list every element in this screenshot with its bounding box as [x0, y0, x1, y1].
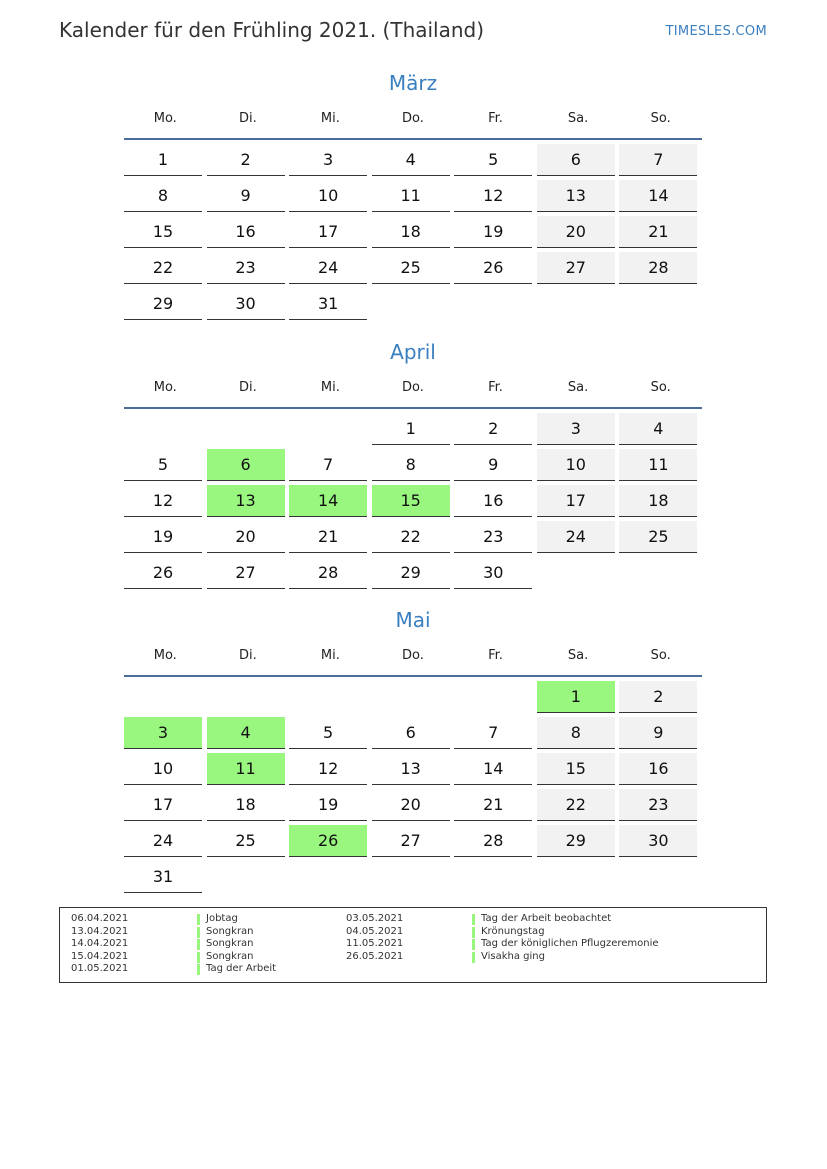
day-cell[interactable]: 5 [454, 144, 532, 176]
day-cell[interactable]: 30 [207, 288, 285, 320]
day-cell[interactable]: 16 [207, 216, 285, 248]
day-cell[interactable]: 10 [537, 449, 615, 481]
day-cell[interactable]: 18 [619, 485, 697, 517]
legend-date: 04.05.2021 [346, 925, 404, 937]
month-calendar [124, 605, 702, 897]
empty-cell [207, 861, 285, 892]
day-cell[interactable]: 8 [124, 180, 202, 212]
legend-date: 06.04.2021 [71, 913, 129, 924]
day-cell[interactable]: 24 [289, 252, 367, 284]
day-cell[interactable]: 31 [124, 861, 202, 893]
weekday-label: Do. [402, 110, 424, 126]
day-cell[interactable]: 4 [372, 144, 450, 176]
week-row [124, 180, 702, 216]
week-row [124, 413, 702, 449]
day-cell[interactable]: 12 [124, 485, 202, 517]
weekday-label: Mi. [320, 379, 340, 395]
holiday-legend [59, 907, 767, 983]
day-cell[interactable]: 31 [289, 288, 367, 320]
day-cell[interactable]: 29 [124, 288, 202, 320]
day-cell[interactable]: 15 [124, 216, 202, 248]
legend-holiday-name: Tag der königlichen Pflugzeremonie [481, 938, 659, 950]
empty-cell [207, 413, 285, 444]
weekday-label: Di. [238, 110, 257, 126]
legend-date: 03.05.2021 [346, 913, 404, 924]
empty-cell [289, 681, 367, 712]
legend-holiday-name: Tag der Arbeit [206, 963, 277, 975]
holiday-color-marker [197, 964, 200, 975]
day-cell[interactable]: 19 [124, 521, 202, 553]
empty-cell [289, 861, 367, 892]
day-cell[interactable]: 3 [289, 144, 367, 176]
week-row [124, 521, 702, 557]
day-cell[interactable]: 22 [372, 521, 450, 553]
day-cell[interactable]: 17 [289, 216, 367, 248]
week-row [124, 557, 702, 593]
day-cell[interactable]: 25 [372, 252, 450, 284]
weekday-header [124, 367, 702, 409]
weekday-label: So. [650, 110, 671, 126]
day-cell[interactable]: 20 [372, 789, 450, 821]
legend-date: 15.04.2021 [71, 950, 129, 962]
day-cell[interactable]: 21 [619, 216, 697, 248]
day-cell[interactable]: 23 [207, 252, 285, 284]
day-cell[interactable]: 27 [537, 252, 615, 284]
day-cell[interactable]: 26 [124, 557, 202, 589]
weekday-label: Do. [402, 647, 424, 663]
day-cell[interactable]: 23 [619, 789, 697, 821]
day-cell[interactable]: 6 [207, 449, 285, 481]
day-cell[interactable]: 28 [289, 557, 367, 589]
legend-holiday-name: Krönungstag [481, 925, 545, 937]
holiday-color-marker [197, 939, 200, 950]
weekday-header [124, 98, 702, 140]
day-cell[interactable]: 2 [619, 681, 697, 713]
day-cell[interactable]: 19 [454, 216, 532, 248]
empty-cell [207, 681, 285, 712]
day-cell[interactable]: 3 [537, 413, 615, 445]
day-cell[interactable]: 4 [619, 413, 697, 445]
day-cell[interactable]: 25 [619, 521, 697, 553]
day-cell[interactable]: 6 [537, 144, 615, 176]
empty-cell [372, 681, 450, 712]
legend-item [71, 963, 276, 976]
day-cell[interactable]: 10 [289, 180, 367, 212]
week-row [124, 288, 702, 324]
holiday-color-marker [472, 914, 475, 925]
legend-holiday-name: Jobtag [206, 913, 238, 924]
day-cell[interactable]: 22 [124, 252, 202, 284]
day-cell[interactable]: 24 [537, 521, 615, 553]
month-calendar [124, 68, 702, 324]
day-cell[interactable]: 7 [619, 144, 697, 176]
day-cell[interactable]: 4 [207, 717, 285, 749]
weekday-label: Mo. [153, 379, 177, 395]
empty-cell [619, 861, 697, 892]
week-row [124, 216, 702, 252]
day-cell[interactable]: 30 [619, 825, 697, 857]
legend-item [346, 951, 659, 964]
day-cell[interactable]: 27 [372, 825, 450, 857]
month-title: Mai [395, 608, 431, 632]
day-cell[interactable]: 17 [537, 485, 615, 517]
week-row [124, 825, 702, 861]
holiday-color-marker [472, 952, 475, 963]
weekday-label: So. [650, 647, 671, 663]
legend-item [71, 938, 276, 951]
weekday-label: Mo. [153, 110, 177, 126]
day-cell[interactable]: 21 [454, 789, 532, 821]
week-row [124, 717, 702, 753]
day-cell[interactable]: 27 [207, 557, 285, 589]
day-cell[interactable]: 14 [289, 485, 367, 517]
holiday-color-marker [472, 939, 475, 950]
day-cell[interactable]: 11 [372, 180, 450, 212]
weekday-label: Di. [238, 647, 257, 663]
empty-cell [454, 681, 532, 712]
day-cell[interactable]: 13 [372, 753, 450, 785]
day-cell[interactable]: 19 [289, 789, 367, 821]
day-cell[interactable]: 22 [537, 789, 615, 821]
weekday-label: Fr. [488, 379, 503, 395]
day-cell[interactable]: 9 [619, 717, 697, 749]
day-cell[interactable]: 2 [454, 413, 532, 445]
legend-item [71, 951, 276, 964]
weekday-label: Sa. [567, 647, 589, 663]
legend-date: 01.05.2021 [71, 963, 129, 975]
week-row [124, 681, 702, 717]
day-cell[interactable]: 29 [537, 825, 615, 857]
day-cell[interactable]: 26 [454, 252, 532, 284]
day-cell[interactable]: 25 [207, 825, 285, 857]
month-title: April [390, 340, 436, 364]
week-row [124, 485, 702, 521]
empty-cell [537, 557, 615, 588]
legend-date: 14.04.2021 [71, 938, 129, 950]
legend-item [346, 913, 659, 926]
day-cell[interactable]: 8 [372, 449, 450, 481]
week-row [124, 753, 702, 789]
legend-holiday-name: Songkran [206, 950, 254, 962]
holiday-color-marker [197, 914, 200, 925]
day-cell[interactable]: 12 [289, 753, 367, 785]
weekday-label: Do. [402, 379, 424, 395]
weekday-label: Mi. [320, 647, 340, 663]
day-cell[interactable]: 11 [619, 449, 697, 481]
legend-item [71, 926, 276, 939]
empty-cell [372, 861, 450, 892]
day-cell[interactable]: 14 [619, 180, 697, 212]
legend-date: 26.05.2021 [346, 950, 404, 962]
empty-cell [619, 557, 697, 588]
day-cell[interactable]: 9 [454, 449, 532, 481]
day-cell[interactable]: 23 [454, 521, 532, 553]
legend-holiday-name: Songkran [206, 938, 254, 950]
day-cell[interactable]: 15 [537, 753, 615, 785]
day-cell[interactable]: 18 [207, 789, 285, 821]
week-row [124, 861, 702, 897]
day-cell[interactable]: 10 [124, 753, 202, 785]
week-row [124, 449, 702, 485]
day-cell[interactable]: 12 [454, 180, 532, 212]
weekday-label: Mo. [153, 647, 177, 663]
day-cell[interactable]: 3 [124, 717, 202, 749]
day-grid [124, 413, 702, 593]
day-cell[interactable]: 15 [372, 485, 450, 517]
empty-cell [289, 413, 367, 444]
legend-item [71, 913, 276, 926]
month-title: März [388, 71, 438, 95]
day-cell[interactable]: 7 [454, 717, 532, 749]
day-cell[interactable]: 16 [619, 753, 697, 785]
week-row [124, 144, 702, 180]
day-cell[interactable]: 13 [537, 180, 615, 212]
legend-column-left [71, 913, 276, 976]
day-cell[interactable]: 21 [289, 521, 367, 553]
site-link[interactable]: TIMESLES.COM [665, 24, 767, 39]
legend-column-right [346, 913, 659, 963]
day-cell[interactable]: 20 [207, 521, 285, 553]
empty-cell [537, 288, 615, 319]
page-title: Kalender für den Frühling 2021. (Thailand) [59, 18, 485, 42]
legend-date: 13.04.2021 [71, 925, 129, 937]
holiday-color-marker [197, 952, 200, 963]
weekday-label: Mi. [320, 110, 340, 126]
day-cell[interactable]: 30 [454, 557, 532, 589]
weekday-label: Fr. [488, 647, 503, 663]
legend-holiday-name: Songkran [206, 925, 254, 937]
empty-cell [124, 681, 202, 712]
empty-cell [124, 413, 202, 444]
day-cell[interactable]: 20 [537, 216, 615, 248]
day-cell[interactable]: 26 [289, 825, 367, 857]
week-row [124, 789, 702, 825]
day-cell[interactable]: 28 [619, 252, 697, 284]
day-cell[interactable]: 8 [537, 717, 615, 749]
day-cell[interactable]: 1 [372, 413, 450, 445]
day-cell[interactable]: 9 [207, 180, 285, 212]
legend-holiday-name: Visakha ging [481, 950, 545, 962]
legend-item [346, 938, 659, 951]
day-cell[interactable]: 11 [207, 753, 285, 785]
weekday-label: So. [650, 379, 671, 395]
day-cell[interactable]: 18 [372, 216, 450, 248]
empty-cell [454, 861, 532, 892]
day-cell[interactable]: 29 [372, 557, 450, 589]
weekday-label: Sa. [567, 379, 589, 395]
legend-item [346, 926, 659, 939]
holiday-color-marker [472, 927, 475, 938]
day-cell[interactable]: 1 [124, 144, 202, 176]
holiday-color-marker [197, 927, 200, 938]
week-row [124, 252, 702, 288]
weekday-header [124, 635, 702, 677]
day-cell[interactable]: 1 [537, 681, 615, 713]
legend-date: 11.05.2021 [346, 938, 404, 950]
empty-cell [454, 288, 532, 319]
day-cell[interactable]: 6 [372, 717, 450, 749]
day-cell[interactable]: 5 [289, 717, 367, 749]
empty-cell [372, 288, 450, 319]
day-cell[interactable]: 7 [289, 449, 367, 481]
day-grid [124, 144, 702, 324]
day-cell[interactable]: 28 [454, 825, 532, 857]
empty-cell [537, 861, 615, 892]
weekday-label: Sa. [567, 110, 589, 126]
day-cell[interactable]: 14 [454, 753, 532, 785]
day-cell[interactable]: 5 [124, 449, 202, 481]
day-cell[interactable]: 16 [454, 485, 532, 517]
day-cell[interactable]: 24 [124, 825, 202, 857]
empty-cell [619, 288, 697, 319]
day-cell[interactable]: 17 [124, 789, 202, 821]
weekday-label: Fr. [488, 110, 503, 126]
day-cell[interactable]: 13 [207, 485, 285, 517]
weekday-label: Di. [238, 379, 257, 395]
day-cell[interactable]: 2 [207, 144, 285, 176]
month-calendar [124, 337, 702, 593]
day-grid [124, 681, 702, 897]
legend-holiday-name: Tag der Arbeit beobachtet [481, 913, 612, 924]
